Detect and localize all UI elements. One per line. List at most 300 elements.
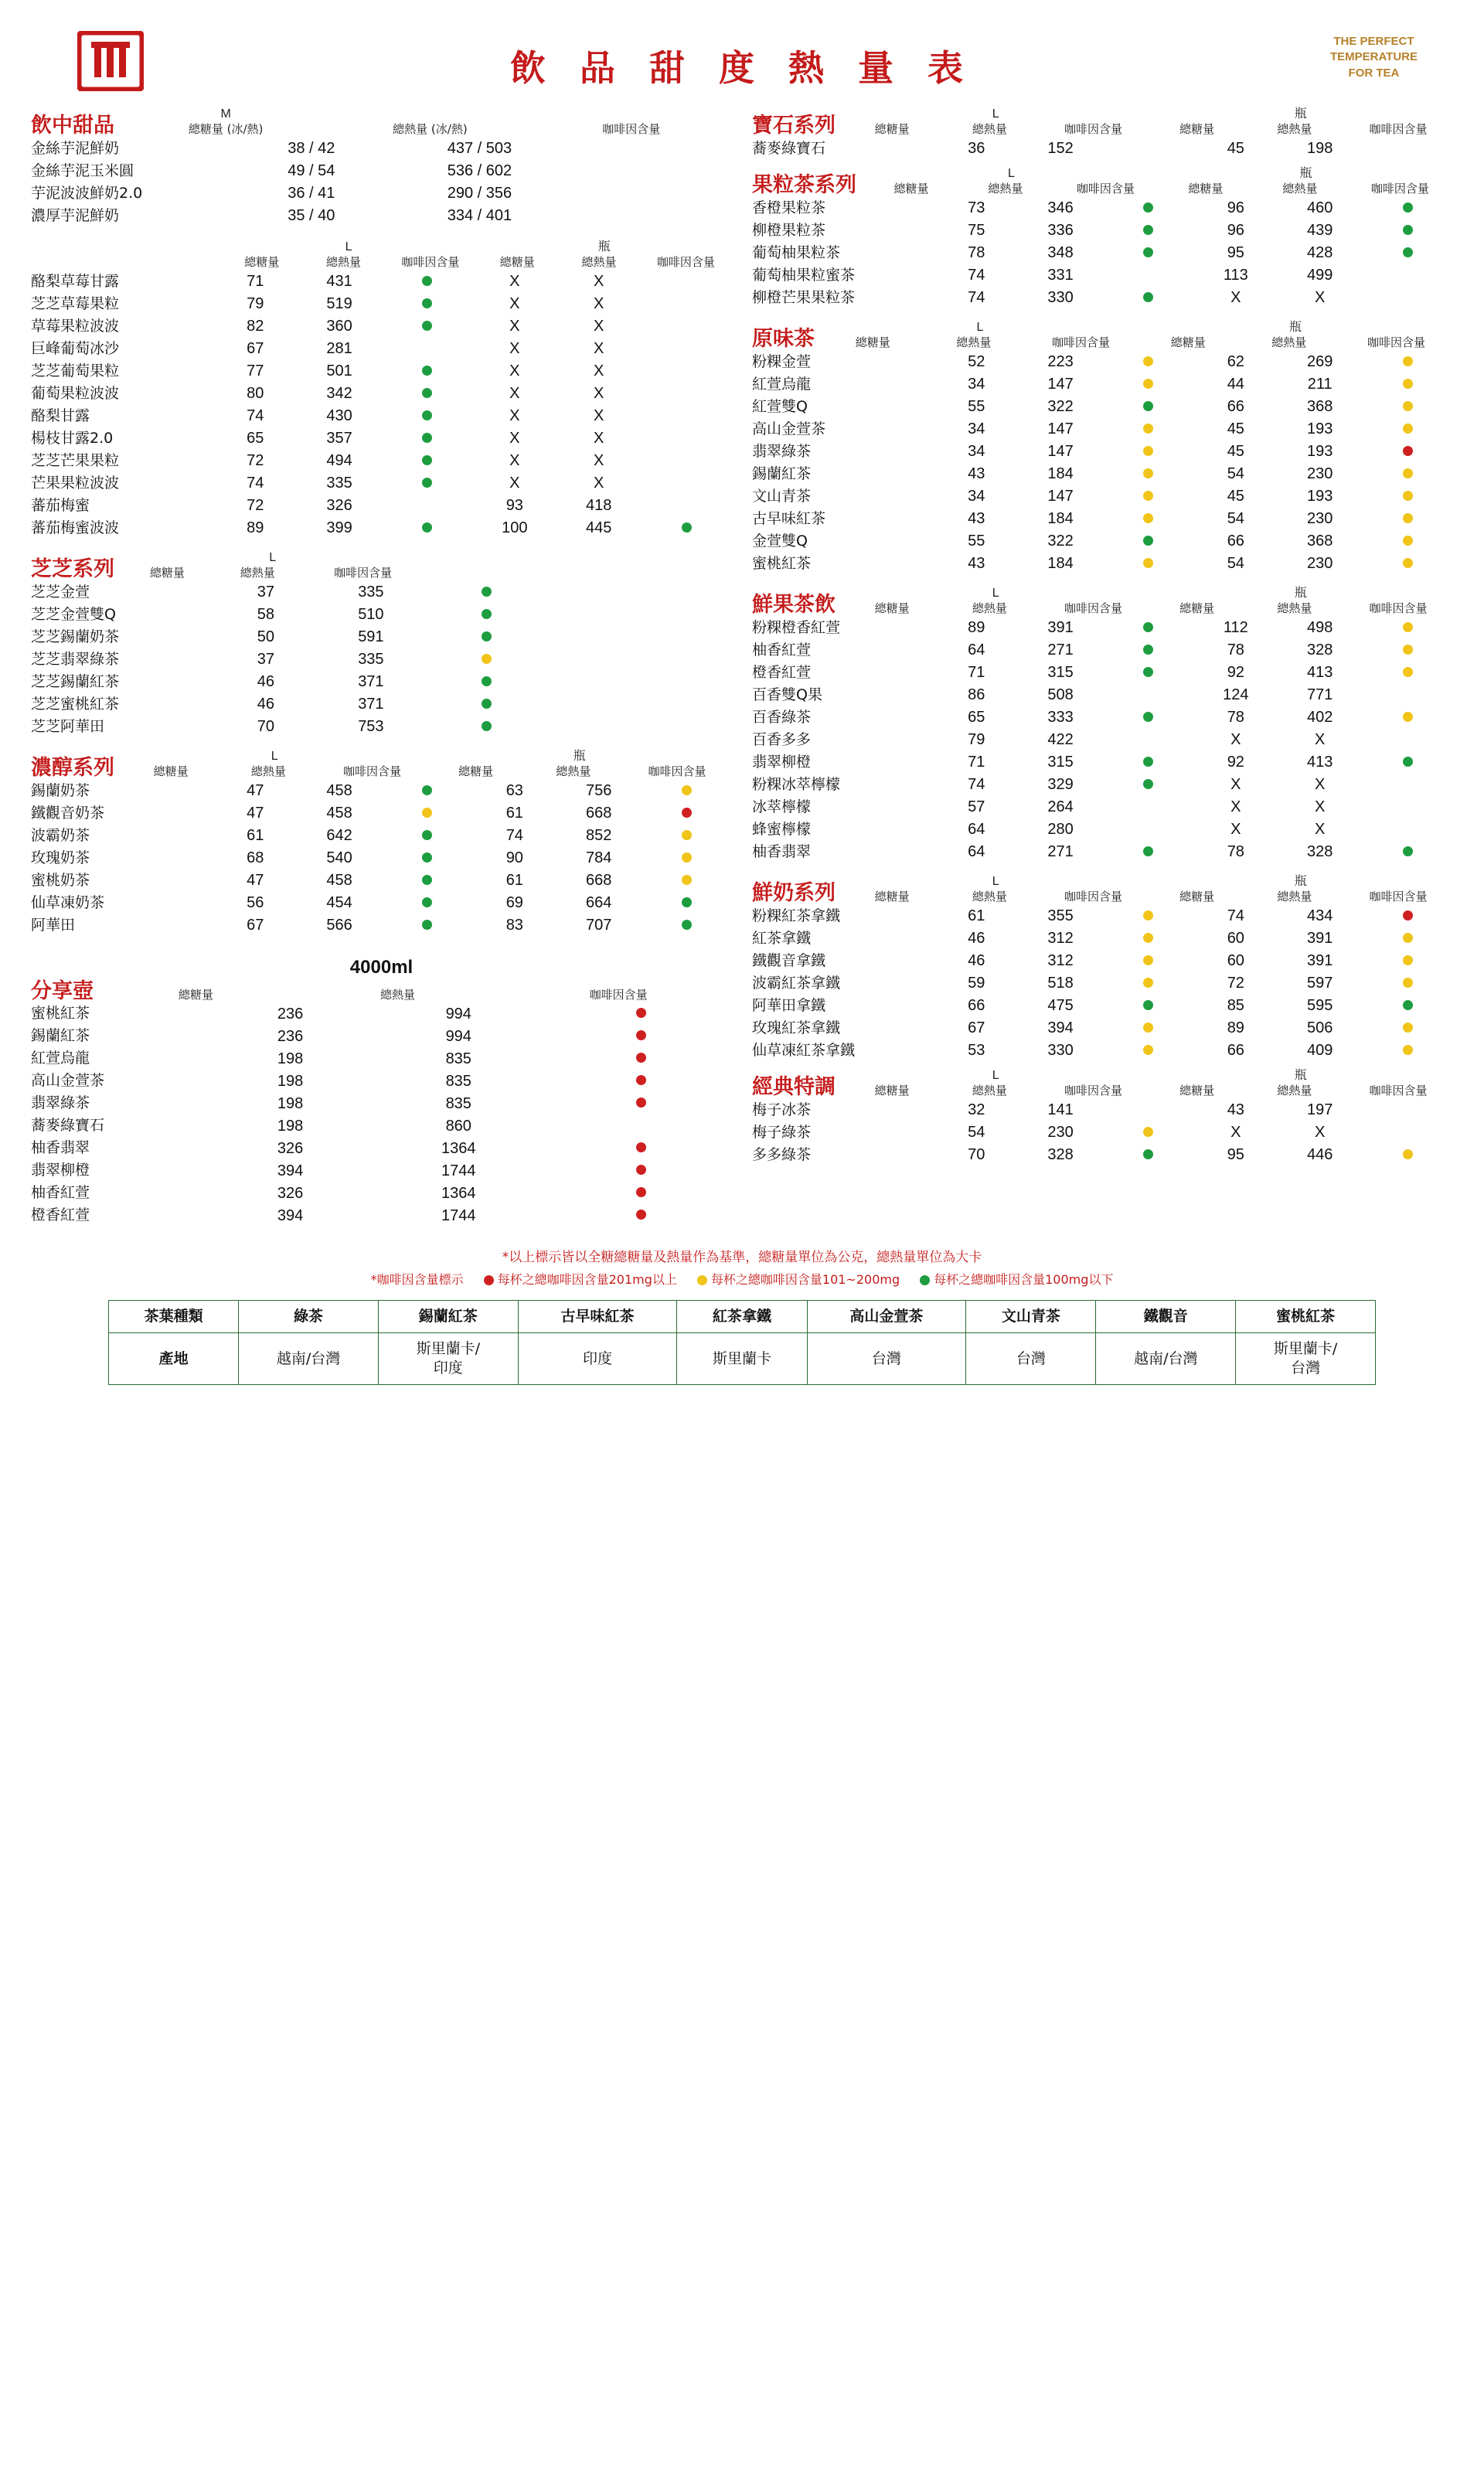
caffeine-dot-icon <box>636 1075 646 1085</box>
item-name: 翡翠綠茶 <box>752 442 812 460</box>
l-calorie-value: 519 <box>326 295 352 312</box>
bottle-calorie-value: X <box>593 475 604 492</box>
bottle-caffeine-dot <box>1362 242 1453 264</box>
caffeine-dot-icon <box>422 852 432 863</box>
l-caffeine-dot <box>1102 418 1193 441</box>
sugar-value: 58 <box>257 606 274 623</box>
item-name: 柚香翡翠 <box>31 1139 90 1157</box>
bottle-caffeine-dot <box>641 427 732 450</box>
bottle-sugar-value: 54 <box>1227 555 1244 572</box>
calorie-value: 994 <box>445 1027 471 1045</box>
table-row <box>752 418 1453 441</box>
l-sugar-value: 47 <box>247 805 264 822</box>
caffeine-dot-icon <box>682 920 692 930</box>
bottle-sugar-value: 112 <box>1223 619 1248 636</box>
bottle-sugar-value: 95 <box>1227 1146 1244 1163</box>
table-row <box>752 219 1453 242</box>
table-row <box>752 796 1453 818</box>
bottle-caffeine-dot <box>1362 818 1453 841</box>
bottle-sugar-value: 66 <box>1227 533 1244 550</box>
table-zhizhi <box>31 581 732 738</box>
l-calorie-value: 141 <box>1047 1101 1074 1118</box>
l-caffeine-dot <box>1102 1040 1193 1062</box>
l-sugar-value: 56 <box>247 894 264 911</box>
bottle-calorie-value: 230 <box>1306 555 1333 572</box>
table-row <box>31 1093 732 1115</box>
l-sugar-value: 66 <box>968 997 985 1014</box>
size-label-l: L <box>992 875 999 888</box>
bottle-caffeine-dot <box>1362 841 1453 863</box>
caffeine-dot-icon <box>1403 401 1413 411</box>
table-row <box>31 138 732 160</box>
bottle-calorie-value: 506 <box>1306 1019 1333 1036</box>
item-name: 粉粿紅茶拿鐵 <box>752 907 841 924</box>
tea-origin-cell: 越南/台灣 <box>1096 1333 1236 1384</box>
section-title-original-tea: 原味茶 <box>752 327 815 352</box>
caffeine-dot-icon <box>636 1187 646 1197</box>
caffeine-dot-icon <box>1143 910 1153 921</box>
bottle-caffeine-dot <box>641 472 732 495</box>
l-calorie-value: 329 <box>1047 776 1074 793</box>
l-caffeine-dot <box>381 472 472 495</box>
bottle-calorie-value: 498 <box>1306 619 1333 636</box>
caffeine-dot <box>550 1026 732 1048</box>
bottle-caffeine-dot <box>1362 972 1453 995</box>
bottle-caffeine-dot <box>1362 264 1453 287</box>
l-caffeine-dot <box>1102 485 1193 508</box>
col-header-sugar: 總糖量 <box>1170 335 1206 349</box>
table-row <box>752 1121 1453 1144</box>
item-name: 葡萄果粒波波 <box>31 384 120 402</box>
content-columns <box>31 108 1453 1235</box>
table-row <box>752 774 1453 796</box>
caffeine-dot-icon <box>1143 1023 1153 1033</box>
sugar-value: 394 <box>277 1206 304 1224</box>
bottle-caffeine-dot <box>1362 373 1453 396</box>
bottle-sugar-value: 43 <box>1227 1101 1244 1118</box>
caffeine-dot-icon <box>422 920 432 930</box>
l-calorie-value: 184 <box>1047 510 1074 527</box>
section-fruit-tea <box>752 168 1453 309</box>
table-row <box>752 905 1453 927</box>
item-name: 錫蘭紅茶 <box>752 465 812 482</box>
item-name: 蜜桃紅茶 <box>752 554 812 572</box>
caffeine-dot-icon <box>422 366 432 376</box>
l-sugar-value: 47 <box>247 872 264 889</box>
l-sugar-value: 61 <box>968 907 985 924</box>
caffeine-dot-icon <box>1403 645 1413 655</box>
bottle-calorie-value: 230 <box>1306 510 1333 527</box>
table-row <box>31 914 732 937</box>
table-body-sweet <box>31 138 732 227</box>
l-sugar-value: 67 <box>968 1019 985 1036</box>
l-sugar-value: 77 <box>247 362 264 379</box>
legend-yellow-dot-icon <box>697 1275 707 1285</box>
legend-red-item <box>484 1270 677 1290</box>
item-name: 蕃茄梅蜜波波 <box>31 519 120 536</box>
item-name: 梅子冰茶 <box>752 1101 812 1118</box>
bottle-calorie-value: 391 <box>1306 930 1333 947</box>
sugar-value: 46 <box>257 673 274 690</box>
bottle-caffeine-dot <box>1362 905 1453 927</box>
caffeine-dot-icon <box>1403 933 1413 943</box>
table-row <box>31 495 732 517</box>
calorie-value: 835 <box>445 1072 471 1090</box>
bottle-calorie-value: 413 <box>1306 664 1333 681</box>
l-calorie-value: 394 <box>1047 1019 1074 1036</box>
col-header-calorie: 總熱量 <box>972 601 1007 615</box>
bottle-calorie-value: 460 <box>1306 199 1333 216</box>
table-row <box>752 373 1453 396</box>
table-row <box>31 869 732 892</box>
table-gem <box>752 138 1453 160</box>
l-calorie-value: 475 <box>1047 997 1074 1014</box>
l-caffeine-dot <box>1102 373 1193 396</box>
bottle-calorie-value: 328 <box>1306 641 1333 658</box>
l-calorie-value: 184 <box>1047 465 1074 482</box>
table-row <box>752 818 1453 841</box>
item-name: 蜂蜜檸檬 <box>752 820 812 838</box>
bottle-sugar-value: 90 <box>505 849 523 866</box>
tea-origin-cell: 越南/台灣 <box>239 1333 379 1384</box>
bottle-calorie-value: X <box>593 362 604 379</box>
sugar-value: 70 <box>257 718 274 735</box>
item-name: 多多綠茶 <box>752 1145 812 1163</box>
bottle-calorie-value: X <box>593 452 604 469</box>
table-row <box>752 441 1453 463</box>
table-classic <box>752 1099 1453 1166</box>
table-row <box>31 160 732 182</box>
bottle-sugar-value: 45 <box>1227 488 1244 505</box>
l-calorie-value: 281 <box>326 340 352 357</box>
size-label-bottle: 瓶 <box>1299 167 1312 180</box>
item-name: 芋泥波波鮮奶2.0 <box>31 184 143 202</box>
bottle-calorie-value: X <box>1314 1124 1326 1141</box>
col-header-sugar: 總糖量 <box>874 122 910 136</box>
bottle-sugar-value: X <box>509 362 520 379</box>
table-row <box>31 581 732 604</box>
item-name: 柳橙芒果果粒茶 <box>752 288 856 306</box>
l-sugar-value: 71 <box>968 754 985 771</box>
caffeine-dot-icon <box>1403 667 1413 677</box>
l-sugar-value: 73 <box>968 199 985 216</box>
item-name: 芝芝阿華田 <box>31 717 105 735</box>
l-calorie-value: 508 <box>1047 686 1074 703</box>
caffeine-dot <box>550 1003 732 1026</box>
l-sugar-value: 43 <box>968 555 985 572</box>
l-calorie-value: 501 <box>326 362 352 379</box>
bottle-caffeine-dot <box>1362 796 1453 818</box>
caffeine-dot-icon <box>422 410 432 420</box>
caffeine-dot-icon <box>482 654 492 664</box>
table-row <box>31 182 732 205</box>
legend-yellow-label: 每杯之總咖啡因含量101~200mg <box>710 1271 900 1287</box>
l-caffeine-dot <box>1102 905 1193 927</box>
table-fruit-tea <box>752 197 1453 309</box>
col-header-calorie: 總熱量 <box>988 182 1023 196</box>
brand-tagline-line3: FOR TEA <box>1348 66 1400 80</box>
bottle-calorie-value: 499 <box>1306 267 1333 284</box>
item-name: 鐵觀音奶茶 <box>31 804 105 822</box>
bottle-calorie-value: 198 <box>1306 140 1333 157</box>
item-name: 翡翠柳橙 <box>752 753 812 771</box>
l-sugar-value: 34 <box>968 443 985 460</box>
caffeine-dot-icon <box>1143 757 1153 767</box>
table-fruit-left <box>31 271 732 539</box>
caffeine-dot-icon <box>1143 536 1153 546</box>
calorie-value: 753 <box>358 718 384 735</box>
bottle-sugar-value: 74 <box>1227 907 1244 924</box>
bottle-sugar-value: 63 <box>505 782 523 799</box>
caffeine-dot-icon <box>636 1008 646 1018</box>
bottle-sugar-value: 96 <box>1227 222 1244 239</box>
size-label-l: L <box>976 321 984 334</box>
legend-green-label: 每杯之總咖啡因含量100mg以下 <box>934 1271 1114 1287</box>
calorie-value: 335 <box>358 584 384 601</box>
l-calorie-value: 152 <box>1047 140 1074 157</box>
item-name: 紅萱烏龍 <box>752 375 812 393</box>
l-sugar-value: 61 <box>247 827 264 844</box>
table-row <box>752 927 1453 950</box>
size-label-bottle: 瓶 <box>1294 107 1307 121</box>
bottle-calorie-value: 445 <box>585 519 612 536</box>
section-title-fresh-fruit: 鮮果茶飲 <box>752 593 836 618</box>
caffeine-dot-icon <box>482 699 492 709</box>
caffeine-dot-icon <box>1143 424 1153 434</box>
table-row <box>31 338 732 360</box>
l-caffeine-dot <box>1102 553 1193 575</box>
l-sugar-value: 89 <box>247 519 264 536</box>
item-name: 芝芝錫蘭奶茶 <box>31 628 120 645</box>
table-row <box>31 383 732 405</box>
caffeine-dot-icon <box>682 875 692 885</box>
caffeine-dot <box>550 1115 732 1138</box>
bottle-sugar-value: X <box>1230 821 1241 838</box>
l-calorie-value: 271 <box>1047 843 1074 860</box>
table-row <box>31 1003 732 1026</box>
table-row <box>752 729 1453 751</box>
l-caffeine-dot <box>381 293 472 315</box>
table-row <box>31 517 732 539</box>
bottle-caffeine-dot <box>1362 1017 1453 1040</box>
l-sugar-value: 43 <box>968 465 985 482</box>
bottle-caffeine-dot <box>1362 751 1453 774</box>
caffeine-dot-icon <box>1143 955 1153 965</box>
col-header-calorie: 總熱量 <box>1282 182 1318 196</box>
table-row <box>752 138 1453 160</box>
item-name: 粉粿橙香紅萱 <box>752 618 841 636</box>
table-row <box>31 450 732 472</box>
bottle-sugar-value: 74 <box>505 827 523 844</box>
table-sweet <box>31 138 732 227</box>
table-row <box>31 360 732 383</box>
l-calorie-value: 147 <box>1047 488 1074 505</box>
left-column <box>31 108 732 1235</box>
item-name: 百香雙Q果 <box>752 686 822 703</box>
caffeine-dot-icon <box>1143 446 1153 456</box>
caffeine-legend <box>31 1270 1453 1290</box>
bottle-sugar-value: 45 <box>1227 140 1244 157</box>
caffeine-dot-icon <box>1403 622 1413 632</box>
l-calorie-value: 540 <box>326 849 352 866</box>
bottle-calorie-value: X <box>1314 731 1326 748</box>
caffeine-dot-icon <box>682 852 692 863</box>
col-header-sugar-ih: 總糖量 (冰/熱) <box>188 122 264 136</box>
caffeine-dot <box>424 626 550 648</box>
l-caffeine-dot <box>1102 396 1193 418</box>
bottle-calorie-value: 784 <box>585 849 612 866</box>
l-calorie-value: 518 <box>1047 975 1074 992</box>
caffeine-dot-icon <box>1403 1045 1413 1055</box>
caffeine-dot-icon <box>1143 1149 1153 1159</box>
table-row <box>109 1333 1376 1384</box>
col-header-caffeine: 咖啡因含量 <box>602 122 661 136</box>
section-title-fresh-milk: 鮮奶系列 <box>752 881 836 906</box>
table-row <box>752 706 1453 729</box>
section-original-tea <box>752 322 1453 575</box>
l-sugar-value: 86 <box>968 686 985 703</box>
caffeine-dot-icon <box>422 433 432 443</box>
calorie-value: 860 <box>445 1117 471 1135</box>
caffeine-dot-icon <box>682 897 692 907</box>
table-row <box>752 242 1453 264</box>
section-title-sweet: 飲中甜品 <box>31 114 114 138</box>
caffeine-dot <box>424 693 550 716</box>
section-fresh-fruit <box>752 587 1453 863</box>
l-caffeine-dot <box>1102 841 1193 863</box>
bottle-sugar-value: 78 <box>1227 843 1244 860</box>
section-title-classic: 經典特調 <box>752 1075 836 1100</box>
table-row <box>31 205 732 227</box>
sugar-value: 37 <box>257 584 274 601</box>
l-caffeine-dot <box>1102 796 1193 818</box>
item-name: 高山金萱茶 <box>752 420 826 437</box>
bottle-caffeine-dot <box>641 517 732 539</box>
caffeine-dot-icon <box>1403 955 1413 965</box>
caffeine-dot-icon <box>1143 1000 1153 1010</box>
l-caffeine-dot <box>381 847 472 869</box>
bottle-calorie-value: 391 <box>1306 952 1333 969</box>
col-header-calorie: 總熱量 <box>240 566 275 580</box>
caffeine-dot-icon <box>1143 978 1153 988</box>
sugar-value: 326 <box>277 1184 304 1202</box>
calorie-value: 835 <box>445 1094 471 1112</box>
caffeine-dot-icon <box>682 808 692 818</box>
bottle-caffeine-dot <box>1362 351 1453 373</box>
size-label-l: L <box>345 240 352 254</box>
table-row <box>31 1070 732 1093</box>
item-name: 百香多多 <box>752 730 812 748</box>
col-header-caffeine: 咖啡因含量 <box>1369 1084 1428 1097</box>
item-name: 芝芝金萱 <box>31 583 90 601</box>
caffeine-dot <box>563 160 732 182</box>
tea-origin-cell: 斯里蘭卡/ 印度 <box>378 1333 518 1384</box>
col-header-calorie-ih: 總熱量 (冰/熱) <box>393 122 468 136</box>
l-calorie-value: 330 <box>1047 289 1074 306</box>
col-header-sugar: 總糖量 <box>458 764 494 778</box>
bottle-sugar-value: 62 <box>1227 353 1244 370</box>
sugar-value: 236 <box>277 1005 304 1023</box>
l-caffeine-dot <box>1102 774 1193 796</box>
l-sugar-value: 53 <box>968 1042 985 1059</box>
l-sugar-value: 64 <box>968 843 985 860</box>
col-header-caffeine: 咖啡因含量 <box>1064 1084 1122 1097</box>
l-calorie-value: 312 <box>1047 930 1074 947</box>
legend-red-dot-icon <box>484 1275 494 1285</box>
size-label-bottle: 瓶 <box>1288 321 1302 334</box>
table-row <box>31 693 732 716</box>
bottle-caffeine-dot <box>1362 774 1453 796</box>
section-title-gem: 寶石系列 <box>752 114 836 138</box>
caffeine-dot-icon <box>1143 401 1153 411</box>
l-sugar-value: 89 <box>968 619 985 636</box>
table-row <box>31 604 732 626</box>
l-sugar-value: 36 <box>968 140 985 157</box>
tea-origin-cell: 斯里蘭卡 <box>677 1333 807 1384</box>
l-sugar-value: 64 <box>968 821 985 838</box>
item-name: 錫蘭紅茶 <box>31 1027 90 1045</box>
caffeine-dot-icon <box>1403 513 1413 523</box>
tea-type-cell: 鐵觀音 <box>1096 1301 1236 1333</box>
col-header-calorie: 總熱量 <box>1277 601 1312 615</box>
bottle-calorie-value: X <box>593 318 604 335</box>
caffeine-dot <box>563 182 732 205</box>
calorie-value: 510 <box>358 606 384 623</box>
bottle-caffeine-dot <box>641 271 732 293</box>
table-row <box>31 1160 732 1183</box>
item-name: 粉粿冰萃檸檬 <box>752 775 841 793</box>
col-header-calorie: 總熱量 <box>1277 1084 1312 1097</box>
l-calorie-value: 330 <box>1047 1042 1074 1059</box>
l-caffeine-dot <box>1102 441 1193 463</box>
caffeine-dot-icon <box>422 276 432 286</box>
bottle-calorie-value: 193 <box>1306 488 1333 505</box>
bottle-calorie-value: 595 <box>1306 997 1333 1014</box>
l-caffeine-dot <box>1102 264 1193 287</box>
l-caffeine-dot <box>381 338 472 360</box>
item-name: 濃厚芋泥鮮奶 <box>31 206 120 224</box>
bottle-caffeine-dot <box>1362 1144 1453 1166</box>
bottle-sugar-value: 96 <box>1227 199 1244 216</box>
bottle-caffeine-dot <box>641 847 732 869</box>
size-label-bottle: 瓶 <box>597 240 611 254</box>
caffeine-dot-icon <box>422 808 432 818</box>
caffeine-dot-icon <box>422 830 432 840</box>
l-calorie-value: 342 <box>326 385 352 402</box>
item-name: 芝芝蜜桃紅茶 <box>31 695 120 713</box>
table-rich <box>31 780 732 937</box>
section-zhizhi <box>31 552 732 738</box>
l-calorie-value: 230 <box>1047 1124 1074 1141</box>
caffeine-dot-icon <box>482 631 492 641</box>
calorie-value: 334 / 401 <box>447 207 512 224</box>
caffeine-dot-icon <box>1403 379 1413 389</box>
caffeine-dot-icon <box>422 522 432 533</box>
tea-type-cell: 高山金萱茶 <box>807 1301 966 1333</box>
section-fruit-left <box>31 241 732 539</box>
item-name: 梅子綠茶 <box>752 1123 812 1141</box>
calorie-value: 290 / 356 <box>447 185 512 202</box>
bottle-sugar-value: 66 <box>1227 1042 1244 1059</box>
l-sugar-value: 74 <box>968 267 985 284</box>
l-calorie-value: 335 <box>326 475 352 492</box>
l-caffeine-dot <box>1102 1099 1193 1121</box>
row-header-origin: 產地 <box>109 1333 239 1384</box>
caffeine-dot <box>550 1205 732 1227</box>
bottle-caffeine-dot <box>1362 617 1453 639</box>
table-row <box>31 271 732 293</box>
l-caffeine-dot <box>1102 706 1193 729</box>
